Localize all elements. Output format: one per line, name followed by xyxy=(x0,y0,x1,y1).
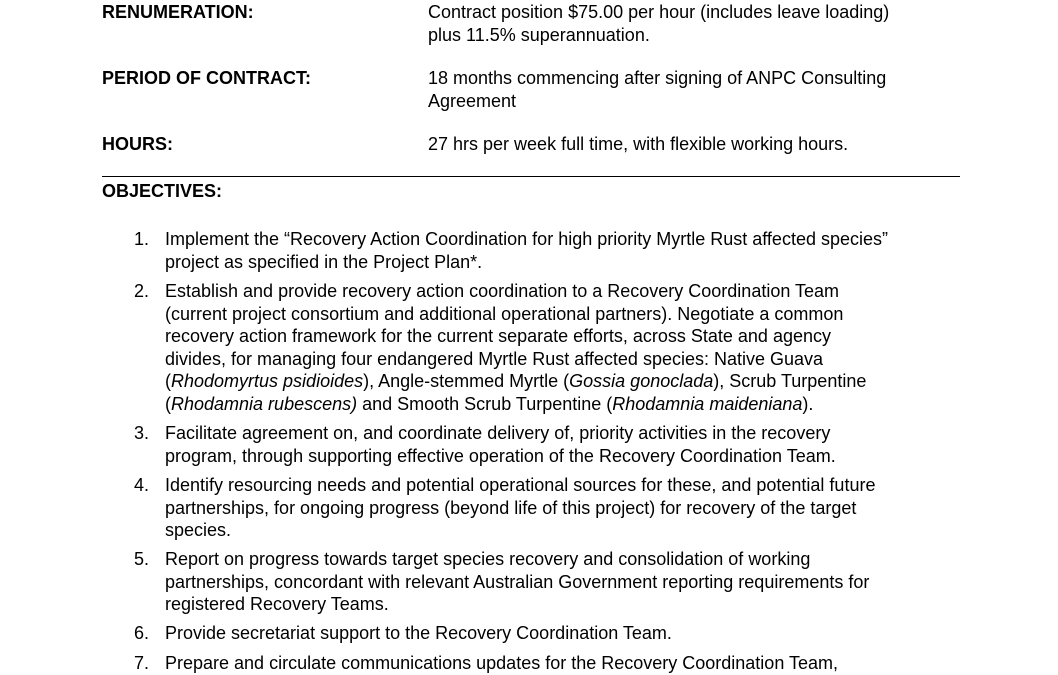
list-item-text xyxy=(165,622,965,645)
list-item-number: 6. xyxy=(134,623,150,643)
list-item-line: registered Recovery Teams. xyxy=(165,594,389,614)
list-item-line: partnerships, concordant with relevant Australian Government reporting requirements for xyxy=(165,571,870,592)
species-name: Rhodamnia rubescens) xyxy=(171,393,358,414)
field-value-line: Contract position $75.00 per hour (includes leave loading) xyxy=(428,2,890,22)
list-item-text xyxy=(165,422,965,467)
text-run: ( xyxy=(165,371,171,391)
section-divider xyxy=(102,176,960,177)
field-label: HOURS: xyxy=(102,134,173,154)
list-item-line: Facilitate agreement on, and coordinate delivery of, priority activities in the recovery xyxy=(165,423,831,443)
species-name: Rhodamnia maideniana xyxy=(612,393,803,414)
list-item-number: 4. xyxy=(134,475,150,495)
list-item-line: (current project consortium and additional operational partners). Negotiate a common xyxy=(165,303,844,324)
list-item-number: 5. xyxy=(134,549,150,569)
objectives-heading: OBJECTIVES: xyxy=(102,181,223,201)
text-run: and Smooth Scrub Turpentine ( xyxy=(357,393,613,414)
text-run: ). xyxy=(802,393,814,414)
text-run: ), Scrub Turpentine xyxy=(713,371,867,391)
field-value xyxy=(428,133,962,156)
list-item-line: Report on progress towards target species recovery and consolidation of working xyxy=(165,549,811,569)
species-name: Gossia gonoclada xyxy=(569,371,714,391)
list-item-line: Prepare and circulate communications updates for the Recovery Coordination Team, xyxy=(165,653,839,673)
text-run: ), Angle-stemmed Myrtle ( xyxy=(363,371,570,391)
list-item-text xyxy=(165,474,965,542)
field-value xyxy=(428,1,962,46)
list-item-number: 3. xyxy=(134,423,150,443)
list-item-line: recovery action framework for the current separate efforts, across State and agency xyxy=(165,326,831,346)
list-item-line: Identify resourcing needs and potential operational sources for these, and potential future xyxy=(165,475,876,495)
list-item-line: partnerships, for ongoing progress (beyond life of this project) for recovery of the target xyxy=(165,497,857,518)
field-label: RENUMERATION: xyxy=(102,2,254,22)
list-item-line xyxy=(165,393,965,416)
field-value xyxy=(428,67,962,112)
list-item-line: Provide secretariat support to the Recovery Coordination Team. xyxy=(165,623,672,643)
list-item-text xyxy=(165,652,965,675)
field-value-line: 27 hrs per week full time, with flexible working hours. xyxy=(428,134,849,154)
list-item-line: program, through supporting effective operation of the Recovery Coordination Team. xyxy=(165,445,836,466)
list-item-number: 7. xyxy=(134,653,150,673)
field-value-line: plus 11.5% superannuation. xyxy=(428,24,650,45)
field-value-line: Agreement xyxy=(428,90,517,111)
list-item-line xyxy=(165,370,965,393)
list-item-line: Establish and provide recovery action coordination to a Recovery Coordination Team xyxy=(165,281,840,301)
list-item-number: 2. xyxy=(134,281,150,301)
text-run: ( xyxy=(165,393,171,414)
list-item-line: species. xyxy=(165,520,232,540)
list-item-text xyxy=(165,280,965,415)
list-item-number: 1. xyxy=(134,229,150,249)
list-item-line: project as specified in the Project Plan*. xyxy=(165,251,483,272)
field-value-line: 18 months commencing after signing of ANPC Consulting xyxy=(428,68,887,88)
list-item-text xyxy=(165,228,965,273)
field-label: PERIOD OF CONTRACT: xyxy=(102,68,311,88)
list-item-text xyxy=(165,548,965,616)
species-name: Rhodomyrtus psidioides xyxy=(171,371,364,391)
list-item-line: divides, for managing four endangered Myrtle Rust affected species: Native Guava xyxy=(165,348,824,369)
list-item-line: Implement the “Recovery Action Coordination for high priority Myrtle Rust affected species” xyxy=(165,229,888,249)
